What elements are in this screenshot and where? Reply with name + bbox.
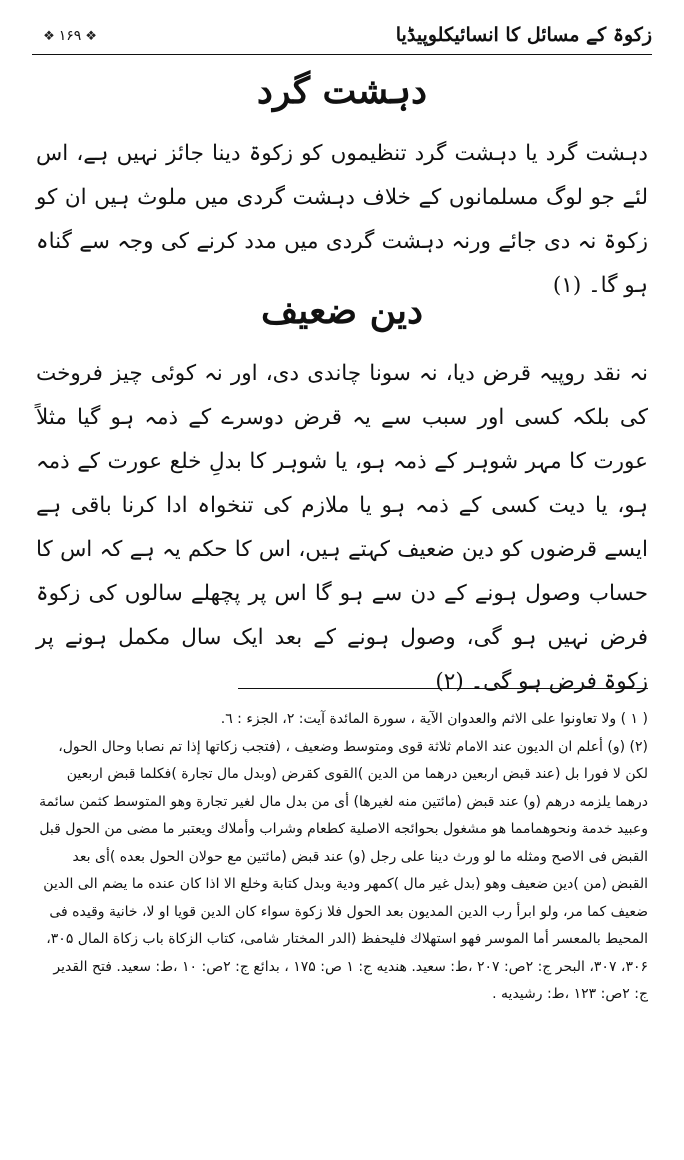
footnote-1: ( ۱ ) ولا تعاونوا على الاثم والعدوان الآية ، سورة المائدة آيت: ۲، الجزء : ٦. (220, 711, 648, 727)
page-number: ۱۶۹ (58, 28, 82, 44)
running-title: زکوۃ کے مسائل کا انسائیکلوپیڈیا (395, 24, 652, 46)
footnotes (36, 706, 648, 1009)
page-number-box (32, 22, 108, 50)
section-heading-terrorist: دہشت گرد (256, 70, 428, 112)
ornament-left-icon: ❖ (43, 28, 55, 44)
paragraph-weak-debt: نہ نقد روپیہ قرض دیا، نہ سونا چاندی دی، اور نہ کوئی چیز فروخت کی بلکہ کسی اور سبب سے یہ قرض دوسرے کے ذمہ ہو گیا مثلاً عورت کا مہر شوہر کے ذمہ ہو، یا شوہر کا بدلِ خلع عورت کے ذمہ ہو، یا دیت کسی کے ذمہ ہو یا ملازم کی تنخواہ ادا کرنا باقی ہے ایسے قرضوں کو دین ضعیف کہتے ہیں، اس کا حکم یہ ہے کہ اس کا حساب وصول ہونے کے دن سے ہو گا اس پر پچھلے سالوں کی زکوۃ فرض نہیں ہو گی، وصول ہونے کے بعد ایک سال مکمل ہونے پر زکوۃ فرض ہو گی۔ (۲) (36, 361, 648, 694)
footnote-rule (238, 688, 648, 689)
footnote-2: (۲) (و) أعلم ان الديون عند الامام ثلاثة قوى ومتوسط وضعيف ، (فتجب زكاتها إذا تم نصابا وحال الحول، لكن لا فورا بل (عند قبض اربعين درهما من الدين )القوى كقرض (وبدل مال تجارة )فكلما قبض اربعين درهما يلزمه درهم (و) عند قبض (مائتين منه لغيرها) أى من بدل مال لغير تجارة وهو المتوسط كثمن سائمة وعبيد خدمة ونحوهمامما هو مشغول بحوائجه الاصلية كطعام وشراب وأملاك ويعتبر ما مضى من الحول قبل القبض فى الاصح ومثله ما لو ورث دينا على رجل (و) عند قبض (مائتين مع حولان الحول بعده )أى بعد القبض (من )دين ضعيف وهو (بدل غير مال )كمهر ودية وبدل كتابة وخلع الا اذا كان عنده ما يضم الى الدين ضعيف كما مر، ولو ابرأ رب الدين المديون بعد الحول فلا زكوة سواء كان الدين قويا او لا، خانية وقيده فى المحيط بالمعسر أما الموسر فهو استهلاك فليحفظ (الدر المختار شامى، كتاب الزكاة باب زكاة المال ۳۰۵، ۳۰۶، ۳۰۷، البحر ج: ۲ص: ۲۰۷ ،ط: سعيد. هنديه ج: ۱ ص: ۱۷۵ ، بدائع ج: ۲ص: ۱۰ ،ط: سعيد. فتح القدير ج: ۲ص: ۱۲۳ ،ط: رشيديه . (39, 738, 648, 1002)
paragraph-terrorist: دہشت گرد یا دہشت گرد تنظیموں کو زکوۃ دینا جائز نہیں ہے، اس لئے جو لوگ مسلمانوں کے خلاف دہشت گردی میں ملوث ہیں ان کو زکوۃ نہ دی جائے ورنہ دہشت گردی میں مدد کرنے کی وجہ سے گناہ ہو گا۔ (۱) (36, 141, 648, 298)
section-heading-weak-debt: دین ضعیف (260, 290, 424, 332)
page-header (32, 22, 652, 56)
header-rule (32, 54, 652, 55)
ornament-right-icon: ❖ (85, 28, 97, 44)
